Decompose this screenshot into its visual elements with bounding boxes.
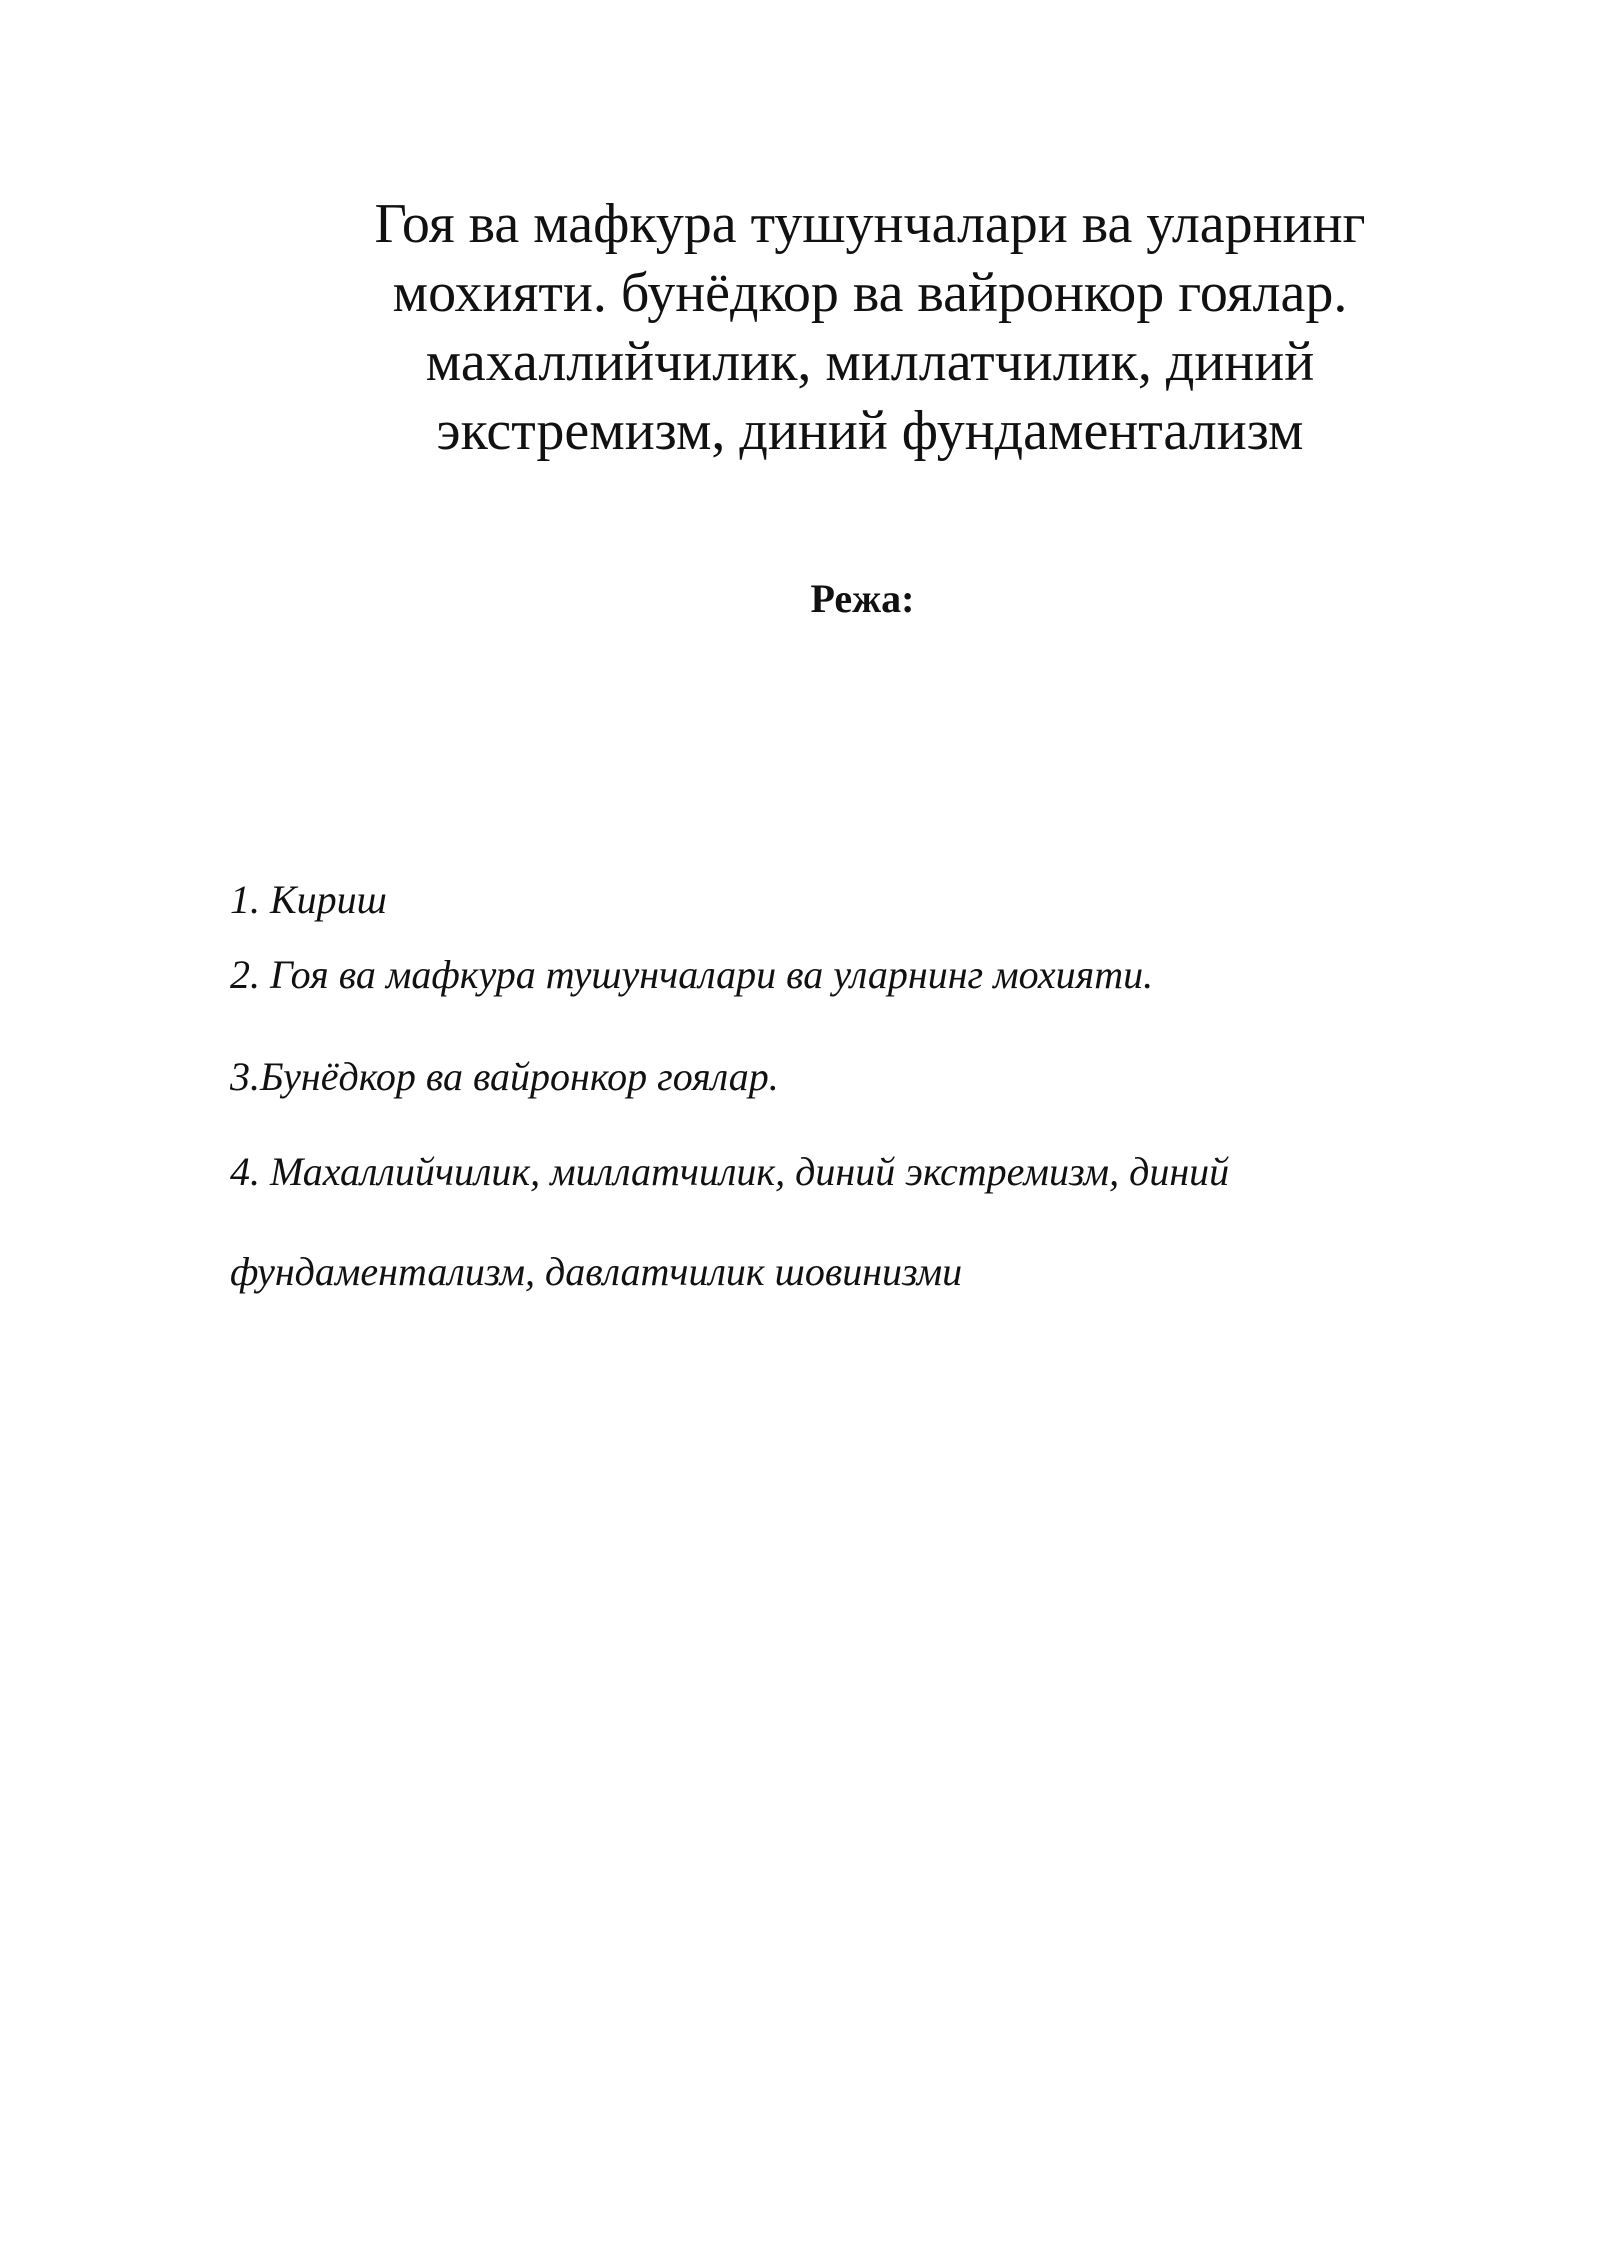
title-line: Гоя ва мафкура тушунчалари ва уларнинг xyxy=(374,192,1366,255)
title-line: мохияти. бунёдкор ва вайронкор гоялар. xyxy=(392,261,1348,324)
plan-item-introduction: 1. Кириш xyxy=(230,877,387,922)
document-title xyxy=(290,190,1450,466)
plan-item-extremism-continued: фундаментализм, давлатчилик шовинизми xyxy=(230,1249,963,1294)
plan-heading: Режа: xyxy=(810,576,915,621)
title-line: экстремизм, диний фундаментализм xyxy=(436,399,1304,462)
plan-item-ideas: 3.Бунёдкор ва вайронкор гоялар. xyxy=(230,1054,779,1099)
plan-item-extremism: 4. Махаллийчилик, миллатчилик, диний экстремизм, диний xyxy=(230,1149,1230,1194)
title-line: махаллийчилик, миллатчилик, диний xyxy=(425,330,1315,393)
plan-item-concepts: 2. Гоя ва мафкура тушунчалари ва уларнинг мохияти. xyxy=(230,952,1154,997)
